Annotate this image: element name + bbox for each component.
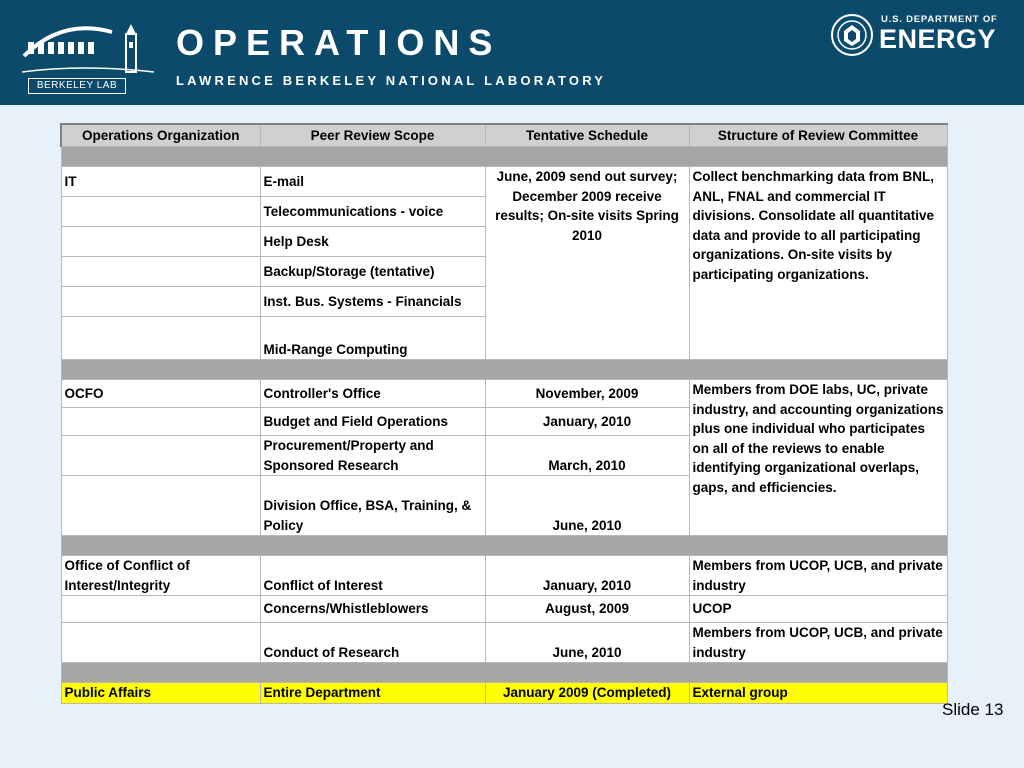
committee-cell: Members from DOE labs, UC, private industry, and accounting organizations plus one individual who participates on all of the reviews to enable identifying organizational overlaps, gaps, and efficiencies. <box>689 380 947 536</box>
column-header: Structure of Review Committee <box>689 124 947 147</box>
org-cell-empty <box>61 476 260 536</box>
schedule-cell: August, 2009 <box>485 596 689 623</box>
column-header: Operations Organization <box>61 124 260 147</box>
scope-cell: Concerns/Whistleblowers <box>260 596 485 623</box>
scope-cell: Conduct of Research <box>260 623 485 663</box>
scope-cell: Conflict of Interest <box>260 556 485 596</box>
page-title: OPERATIONS <box>176 22 502 63</box>
slide-number: Slide 13 <box>942 700 1004 719</box>
table-row <box>61 167 947 197</box>
org-cell: Office of Conflict of Interest/Integrity <box>61 556 260 596</box>
org-cell-empty <box>61 197 260 227</box>
committee-cell: Collect benchmarking data from BNL, ANL, FNAL and commercial IT divisions. Consolidate all quantitative data and provide to all participating organizations. On-site visits by participating organizations. <box>689 167 947 360</box>
org-cell-empty <box>61 436 260 476</box>
schedule-cell: June, 2009 send out survey; December 2009 receive results; On-site visits Spring 2010 <box>485 167 689 360</box>
org-cell-empty <box>61 287 260 317</box>
org-cell-empty <box>61 227 260 257</box>
column-header: Tentative Schedule <box>485 124 689 147</box>
schedule-cell: January, 2010 <box>485 556 689 596</box>
schedule-cell: November, 2009 <box>485 380 689 408</box>
org-cell-empty <box>61 317 260 360</box>
doe-logo-line1: U.S. DEPARTMENT OF <box>881 14 998 25</box>
scope-cell: Help Desk <box>260 227 485 257</box>
scope-cell: Inst. Bus. Systems - Financials <box>260 287 485 317</box>
doe-seal-icon <box>830 13 874 57</box>
schedule-cell: January, 2010 <box>485 408 689 436</box>
schedule-cell: March, 2010 <box>485 436 689 476</box>
scope-cell: Division Office, BSA, Training, & Policy <box>260 476 485 536</box>
table-row-highlighted <box>61 683 947 704</box>
org-cell: OCFO <box>61 380 260 408</box>
table-row <box>61 623 947 663</box>
section-separator <box>61 536 947 556</box>
review-table <box>60 123 948 704</box>
org-cell: IT <box>61 167 260 197</box>
org-cell-empty <box>61 408 260 436</box>
committee-cell: Members from UCOP, UCB, and private industry <box>689 556 947 596</box>
header-banner <box>0 0 1024 105</box>
scope-cell: Procurement/Property and Sponsored Research <box>260 436 485 476</box>
scope-cell: E-mail <box>260 167 485 197</box>
schedule-cell: June, 2010 <box>485 476 689 536</box>
scope-cell: Backup/Storage (tentative) <box>260 257 485 287</box>
org-cell-empty <box>61 257 260 287</box>
org-cell-empty <box>61 596 260 623</box>
org-cell: Public Affairs <box>61 683 260 704</box>
scope-cell: Controller's Office <box>260 380 485 408</box>
schedule-cell: January 2009 (Completed) <box>485 683 689 704</box>
table-row <box>61 596 947 623</box>
scope-cell: Telecommunications - voice <box>260 197 485 227</box>
scope-cell: Mid-Range Computing <box>260 317 485 360</box>
committee-cell: UCOP <box>689 596 947 623</box>
section-separator <box>61 147 947 167</box>
org-cell-empty <box>61 623 260 663</box>
schedule-cell: June, 2010 <box>485 623 689 663</box>
table-header-row <box>61 124 947 147</box>
scope-cell: Budget and Field Operations <box>260 408 485 436</box>
committee-cell: External group <box>689 683 947 704</box>
section-separator <box>61 360 947 380</box>
table-row <box>61 380 947 408</box>
scope-cell: Entire Department <box>260 683 485 704</box>
column-header: Peer Review Scope <box>260 124 485 147</box>
section-separator <box>61 663 947 683</box>
lab-logo-text: BERKELEY LAB <box>28 78 126 94</box>
page-subtitle: LAWRENCE BERKELEY NATIONAL LABORATORY <box>176 73 607 88</box>
doe-logo-line2: ENERGY <box>879 24 997 54</box>
table-row <box>61 556 947 596</box>
committee-cell: Members from UCOP, UCB, and private industry <box>689 623 947 663</box>
